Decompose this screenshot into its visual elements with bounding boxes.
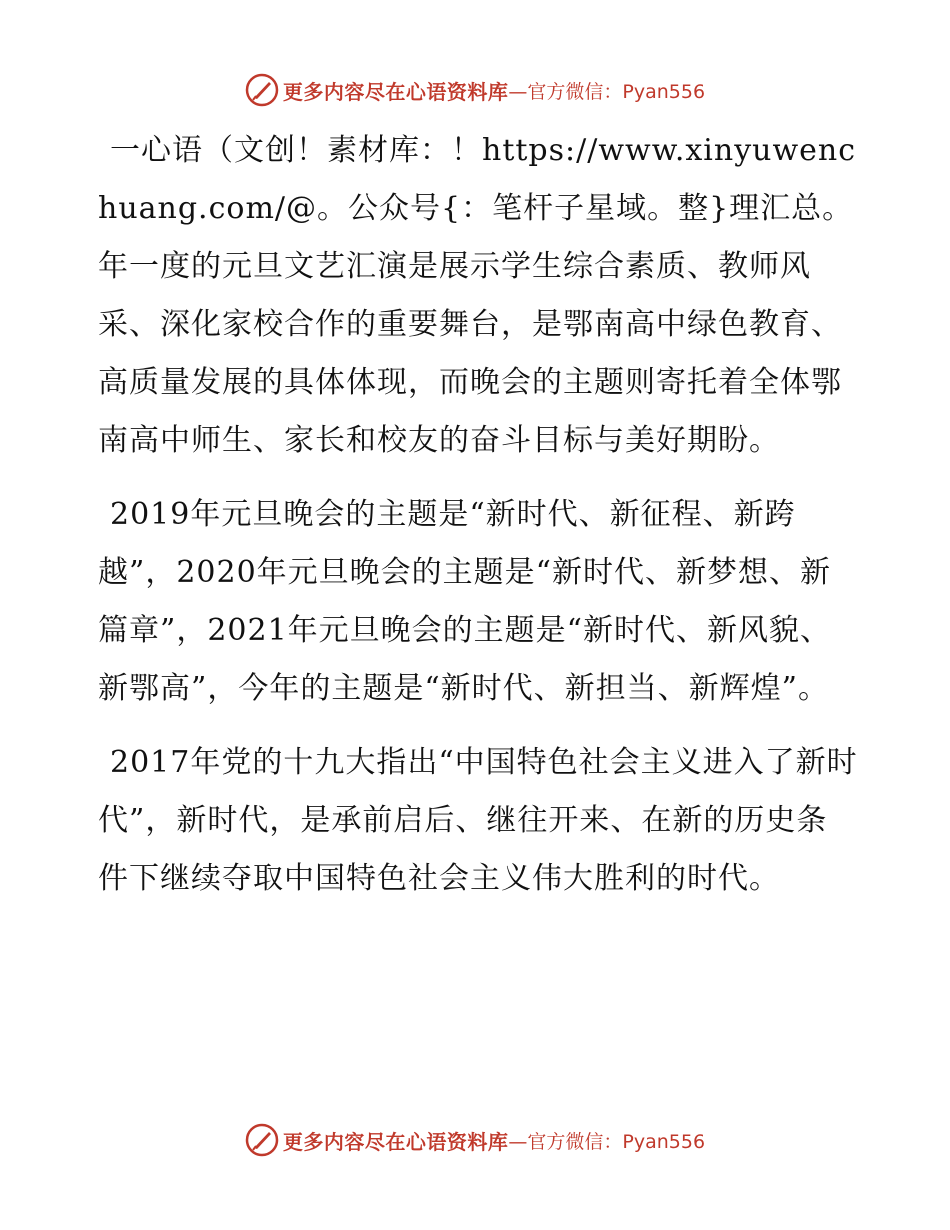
document-body [98,122,858,924]
footer-banner [0,1120,950,1160]
paragraph-new-era: 2017年党的十九大指出“中国特色社会主义进入了新时代”，新时代，是承前启后、继往开来、在新的历史条件下继续夺取中国特色社会主义伟大胜利的时代。 [98,745,858,896]
paragraph-intro: 一心语（文创！素材库：！https://www.xinyuwenchuang.com/@。公众号{：笔杆子星域。整}理汇总。年一度的元旦文艺汇演是展示学生综合素质、教师风采、深化家校合作的重要舞台，是鄂南高中绿色教育、高质量发展的具体体现，而晚会的主题则寄托着全体鄂南高中师生、家长和校友的奋斗目标与美好期盼。 [98,133,857,458]
banner-main-text: 更多内容尽在心语资料库 [282,79,509,104]
banner-wechat-text: —官方微信：Pyan556 [508,1130,706,1153]
quill-logo-icon [245,73,279,107]
paragraph-themes: 2019年元旦晚会的主题是“新时代、新征程、新跨越”，2020年元旦晚会的主题是“新时代、新梦想、新篇章”，2021年元旦晚会的主题是“新时代、新风貌、新鄂高”，今年的主题是“新时代、新担当、新辉煌”。 [98,497,832,706]
header-banner [0,70,950,110]
quill-logo-icon [245,1123,279,1157]
banner-wechat-text: —官方微信：Pyan556 [508,80,706,103]
banner-main-text: 更多内容尽在心语资料库 [282,1129,509,1154]
